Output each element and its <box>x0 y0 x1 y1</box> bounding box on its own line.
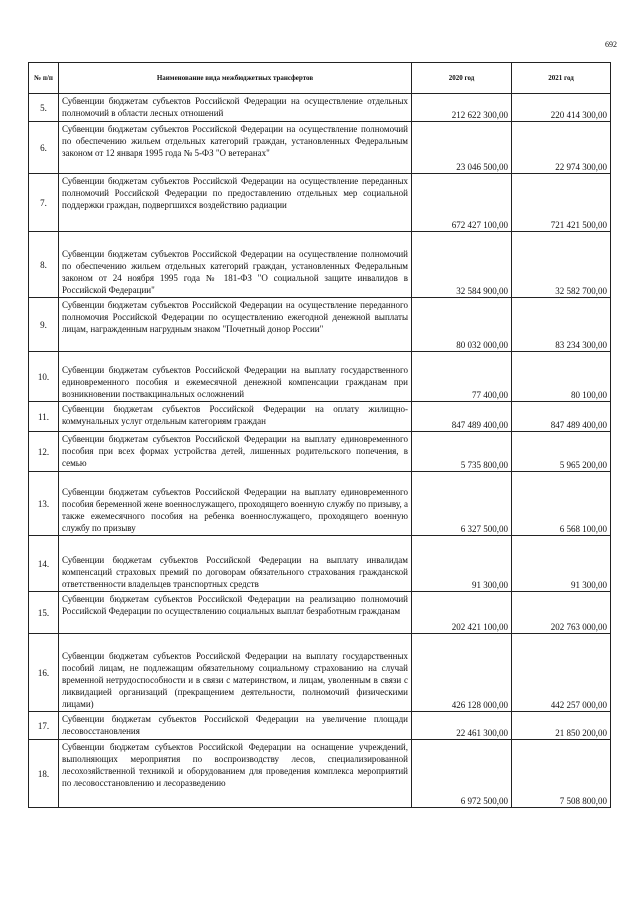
amount-2021: 80 100,00 <box>512 352 611 402</box>
amount-2020: 426 128 000,00 <box>412 634 512 712</box>
transfers-table <box>28 62 611 808</box>
table-header-row <box>29 63 611 94</box>
transfer-name: Субвенции бюджетам субъектов Российской Федерации на осуществление переданных полномочий Российской Федерации по предоставлению отдельных мер социальной поддержки граждан, подвергшихся воздействию радиации <box>59 174 412 232</box>
amount-2021: 5 965 200,00 <box>512 432 611 472</box>
transfer-name: Субвенции бюджетам субъектов Российской Федерации на осуществление полномочий по обеспечению жильем отдельных категорий граждан, установленных Федеральным законом от 12 января 1995 года № 5-ФЗ "О ветеранах" <box>59 122 412 174</box>
page-number: 692 <box>605 40 617 49</box>
table-row <box>29 592 611 634</box>
amount-2021: 32 582 700,00 <box>512 232 611 298</box>
row-number: 18. <box>29 740 59 808</box>
transfer-name: Субвенции бюджетам субъектов Российской Федерации на увеличение площади лесовосстановления <box>59 712 412 740</box>
amount-2020: 212 622 300,00 <box>412 94 512 122</box>
transfer-name: Субвенции бюджетам субъектов Российской Федерации на выплату государственного единовременного пособия и ежемесячной денежной компенсации гражданам при возникновении поствакцинальных осложнений <box>59 352 412 402</box>
row-number: 6. <box>29 122 59 174</box>
row-number: 9. <box>29 298 59 352</box>
transfer-name: Субвенции бюджетам субъектов Российской Федерации на осуществление полномочий по обеспечению жильем отдельных категорий граждан, установленных Федеральным законом от 24 ноября 1995 года № 181-ФЗ "О социальной защите инвалидов в Российской Федерации" <box>59 232 412 298</box>
row-number: 10. <box>29 352 59 402</box>
amount-2020: 672 427 100,00 <box>412 174 512 232</box>
amount-2021: 847 489 400,00 <box>512 402 611 432</box>
table-row <box>29 232 611 298</box>
row-number: 15. <box>29 592 59 634</box>
row-number: 7. <box>29 174 59 232</box>
transfer-name: Субвенции бюджетам субъектов Российской Федерации на осуществление переданного полномочия Российской Федерации по осуществлению ежегодной денежной выплаты лицам, награжденным нагрудным знаком "Почетный донор России" <box>59 298 412 352</box>
table-row <box>29 740 611 808</box>
row-number: 12. <box>29 432 59 472</box>
amount-2020: 23 046 500,00 <box>412 122 512 174</box>
table-row <box>29 94 611 122</box>
transfer-name: Субвенции бюджетам субъектов Российской Федерации на выплату государственных пособий лицам, не подлежащим обязательному социальному страхованию на случай временной нетрудоспособности и в связи с материнством, и лицам, уволенным в связи с ликвидацией организаций (прекращением деятельности, полномочий физическими лицами) <box>59 634 412 712</box>
row-number: 16. <box>29 634 59 712</box>
amount-2020: 77 400,00 <box>412 352 512 402</box>
amount-2021: 6 568 100,00 <box>512 472 611 536</box>
amount-2021: 21 850 200,00 <box>512 712 611 740</box>
transfer-name: Субвенции бюджетам субъектов Российской Федерации на выплату единовременного пособия при всех формах устройства детей, лишенных родительского попечения, в семью <box>59 432 412 472</box>
table-row <box>29 432 611 472</box>
amount-2021: 7 508 800,00 <box>512 740 611 808</box>
header-year-2020: 2020 год <box>412 63 512 94</box>
amount-2020: 32 584 900,00 <box>412 232 512 298</box>
table-row <box>29 352 611 402</box>
table-row <box>29 122 611 174</box>
amount-2020: 202 421 100,00 <box>412 592 512 634</box>
table-row <box>29 298 611 352</box>
row-number: 8. <box>29 232 59 298</box>
row-number: 17. <box>29 712 59 740</box>
amount-2020: 6 327 500,00 <box>412 472 512 536</box>
amount-2021: 721 421 500,00 <box>512 174 611 232</box>
amount-2021: 83 234 300,00 <box>512 298 611 352</box>
row-number: 14. <box>29 536 59 592</box>
row-number: 11. <box>29 402 59 432</box>
table-row <box>29 536 611 592</box>
table-row <box>29 712 611 740</box>
header-year-2021: 2021 год <box>512 63 611 94</box>
row-number: 13. <box>29 472 59 536</box>
row-number: 5. <box>29 94 59 122</box>
amount-2020: 91 300,00 <box>412 536 512 592</box>
amount-2021: 442 257 000,00 <box>512 634 611 712</box>
amount-2020: 847 489 400,00 <box>412 402 512 432</box>
header-name: Наименование вида межбюджетных трансфертов <box>59 63 412 94</box>
transfer-name: Субвенции бюджетам субъектов Российской Федерации на выплату инвалидам компенсаций страховых премий по договорам обязательного страхования гражданской ответственности владельцев транспортных средств <box>59 536 412 592</box>
table-row <box>29 634 611 712</box>
transfer-name: Субвенции бюджетам субъектов Российской Федерации на выплату единовременного пособия беременной жене военнослужащего, проходящего военную службу по призыву, а также ежемесячного пособия на ребенка военнослужащего, проходящего военную службу по призыву <box>59 472 412 536</box>
transfer-name: Субвенции бюджетам субъектов Российской Федерации на оплату жилищно-коммунальных услуг отдельным категориям граждан <box>59 402 412 432</box>
amount-2020: 5 735 800,00 <box>412 432 512 472</box>
transfer-name: Субвенции бюджетам субъектов Российской Федерации на осуществление отдельных полномочий в области лесных отношений <box>59 94 412 122</box>
amount-2021: 91 300,00 <box>512 536 611 592</box>
amount-2020: 80 032 000,00 <box>412 298 512 352</box>
transfer-name: Субвенции бюджетам субъектов Российской Федерации на реализацию полномочий Российской Федерации по осуществлению социальных выплат безработным гражданам <box>59 592 412 634</box>
table-row <box>29 174 611 232</box>
header-num: № п/п <box>29 63 59 94</box>
table-row <box>29 402 611 432</box>
amount-2021: 22 974 300,00 <box>512 122 611 174</box>
amount-2021: 202 763 000,00 <box>512 592 611 634</box>
amount-2020: 6 972 500,00 <box>412 740 512 808</box>
table-row <box>29 472 611 536</box>
transfer-name: Субвенции бюджетам субъектов Российской Федерации на оснащение учреждений, выполняющих мероприятия по воспроизводству лесов, специализированной лесохозяйственной техникой и оборудованием для проведения комплекса мероприятий по лесовосстановлению и лесоразведению <box>59 740 412 808</box>
amount-2020: 22 461 300,00 <box>412 712 512 740</box>
amount-2021: 220 414 300,00 <box>512 94 611 122</box>
